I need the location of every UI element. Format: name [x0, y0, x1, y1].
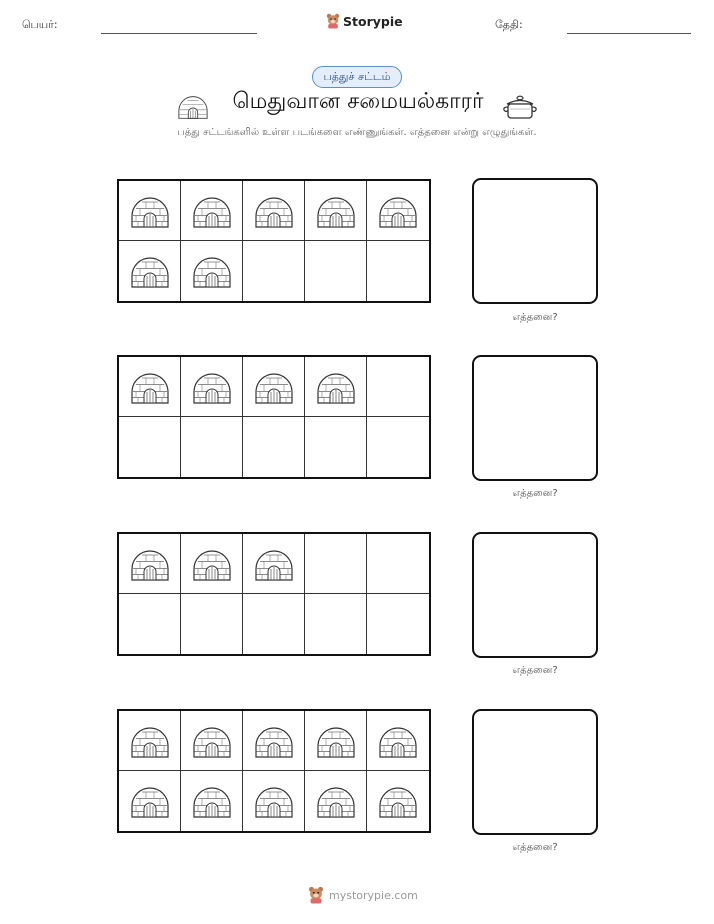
- bear-mascot-icon: [308, 886, 324, 904]
- ten-frame-cell: [119, 594, 181, 654]
- ten-frame-1: [117, 179, 431, 303]
- worksheet-title: மெதுவான சமையல்காரர்: [232, 89, 484, 114]
- ten-frame-cell: [243, 417, 305, 477]
- igloo-icon: [316, 192, 356, 230]
- igloo-icon: [378, 782, 418, 820]
- ten-frame-cell: [367, 417, 429, 477]
- ten-frame-cell: [181, 181, 243, 241]
- ten-frame-cell: [367, 534, 429, 594]
- ten-frame-cell: [243, 534, 305, 594]
- cooking-pot-icon: [502, 92, 538, 122]
- ten-frame-cell: [367, 241, 429, 301]
- date-field[interactable]: [567, 33, 691, 34]
- ten-frame-cell: [367, 711, 429, 771]
- ten-frame-cell: [305, 534, 367, 594]
- igloo-icon: [378, 192, 418, 230]
- igloo-icon: [316, 722, 356, 760]
- igloo-icon: [192, 192, 232, 230]
- footer: [308, 886, 418, 904]
- worksheet-instruction: பத்து சட்டங்களில் உள்ள படங்களை எண்ணுங்கள். எத்தனை என்று எழுதுங்கள்.: [177, 127, 537, 138]
- how-many-label-3: எத்தனை?: [512, 665, 558, 676]
- ten-frame-cell: [119, 771, 181, 831]
- ten-frame-cell: [181, 771, 243, 831]
- ten-frame-3: [117, 532, 431, 656]
- ten-frame-cell: [119, 241, 181, 301]
- igloo-icon: [130, 192, 170, 230]
- igloo-icon: [130, 252, 170, 290]
- ten-frame-cell: [243, 241, 305, 301]
- answer-box-4[interactable]: [472, 709, 598, 835]
- igloo-icon: [192, 782, 232, 820]
- ten-frame-2: [117, 355, 431, 479]
- ten-frame-cell: [367, 357, 429, 417]
- igloo-icon: [192, 722, 232, 760]
- ten-frame-cell: [243, 711, 305, 771]
- ten-frame-cell: [305, 241, 367, 301]
- ten-frame-cell: [243, 771, 305, 831]
- ten-frame-cell: [181, 711, 243, 771]
- ten-frame-cell: [243, 357, 305, 417]
- ten-frame-cell: [305, 417, 367, 477]
- igloo-icon: [130, 545, 170, 583]
- ten-frame-cell: [181, 241, 243, 301]
- ten-frame-cell: [243, 594, 305, 654]
- igloo-icon: [316, 782, 356, 820]
- footer-site: mystorypie.com: [329, 888, 418, 902]
- brand-name: Storypie: [343, 13, 403, 29]
- answer-box-2[interactable]: [472, 355, 598, 481]
- answer-box-1[interactable]: [472, 178, 598, 304]
- ten-frame-cell: [367, 181, 429, 241]
- name-field[interactable]: [101, 33, 257, 34]
- ten-frame-cell: [119, 181, 181, 241]
- ten-frame-cell: [181, 417, 243, 477]
- ten-frame-4: [117, 709, 431, 833]
- ten-frame-cell: [305, 711, 367, 771]
- igloo-icon: [130, 782, 170, 820]
- ten-frame-cell: [119, 711, 181, 771]
- worksheet-tag: பத்துச் சட்டம்: [312, 66, 402, 88]
- igloo-icon: [254, 722, 294, 760]
- ten-frame-cell: [181, 534, 243, 594]
- ten-frame-cell: [119, 417, 181, 477]
- ten-frame-cell: [305, 181, 367, 241]
- ten-frame-cell: [243, 181, 305, 241]
- how-many-label-2: எத்தனை?: [512, 488, 558, 499]
- ten-frame-cell: [305, 594, 367, 654]
- ten-frame-cell: [305, 357, 367, 417]
- igloo-icon: [254, 782, 294, 820]
- brand-logo: [326, 13, 403, 29]
- ten-frame-cell: [181, 594, 243, 654]
- ten-frame-cell: [367, 771, 429, 831]
- ten-frame-cell: [119, 357, 181, 417]
- igloo-icon: [130, 368, 170, 406]
- name-label: பெயர்:: [22, 18, 58, 31]
- how-many-label-4: எத்தனை?: [512, 842, 558, 853]
- igloo-icon: [192, 368, 232, 406]
- ten-frame-cell: [367, 594, 429, 654]
- bear-mascot-icon: [326, 13, 340, 29]
- ten-frame-cell: [305, 771, 367, 831]
- igloo-icon: [130, 722, 170, 760]
- igloo-icon: [316, 368, 356, 406]
- igloo-icon: [177, 93, 209, 121]
- igloo-icon: [378, 722, 418, 760]
- date-label: தேதி:: [495, 18, 523, 31]
- igloo-icon: [254, 192, 294, 230]
- igloo-icon: [254, 545, 294, 583]
- answer-box-3[interactable]: [472, 532, 598, 658]
- igloo-icon: [254, 368, 294, 406]
- ten-frame-cell: [181, 357, 243, 417]
- ten-frame-cell: [119, 534, 181, 594]
- how-many-label-1: எத்தனை?: [512, 312, 558, 323]
- igloo-icon: [192, 545, 232, 583]
- igloo-icon: [192, 252, 232, 290]
